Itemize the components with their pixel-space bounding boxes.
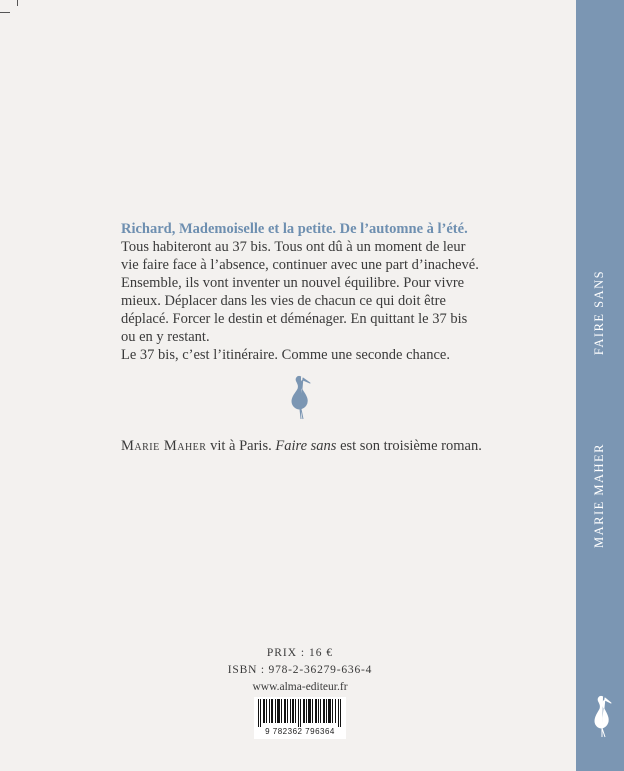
spine-title-text: FAIRE SANS xyxy=(592,269,607,355)
author-bio-pre: vit à Paris. xyxy=(206,438,276,454)
blurb-body: Tous habiteront au 37 bis. Tous ont dû à un moment de leur vie faire face à l’absence, continuer avec une part d’inachevé. Ensemble, ils vont inventer un nouvel équilibre. Pour vivre mieux. Déplacer dans les vies de chacun ce qui doit être déplacé. Forcer le destin et déménager. En quittant le 37 bis ou en y restant. xyxy=(121,239,479,345)
price-block xyxy=(200,645,400,696)
price: PRIX : 16 € xyxy=(266,647,334,659)
isbn: ISBN : 978-2-36279-636-4 xyxy=(227,664,373,676)
heron-icon xyxy=(286,374,312,420)
spine-author-text: MARIE MAHER xyxy=(592,442,607,548)
barcode-bars xyxy=(258,699,342,727)
author-line xyxy=(121,438,482,455)
author-bio-title: Faire sans xyxy=(275,438,337,454)
author-bio-post: est son troisième roman. xyxy=(336,438,482,454)
spine xyxy=(576,0,624,771)
website: www.alma-editeur.fr xyxy=(252,681,348,693)
blurb-closing: Le 37 bis, c’est l’itinéraire. Comme une seconde chance. xyxy=(121,347,450,363)
author-name: Marie Maher xyxy=(121,438,207,454)
blurb xyxy=(121,220,481,364)
barcode-digits: 9 782362 796364 xyxy=(265,727,335,736)
barcode xyxy=(254,697,346,739)
spine-heron-icon xyxy=(590,694,612,738)
blurb-lead: Richard, Mademoiselle et la petite. De l’automne à l’été. xyxy=(121,221,468,237)
